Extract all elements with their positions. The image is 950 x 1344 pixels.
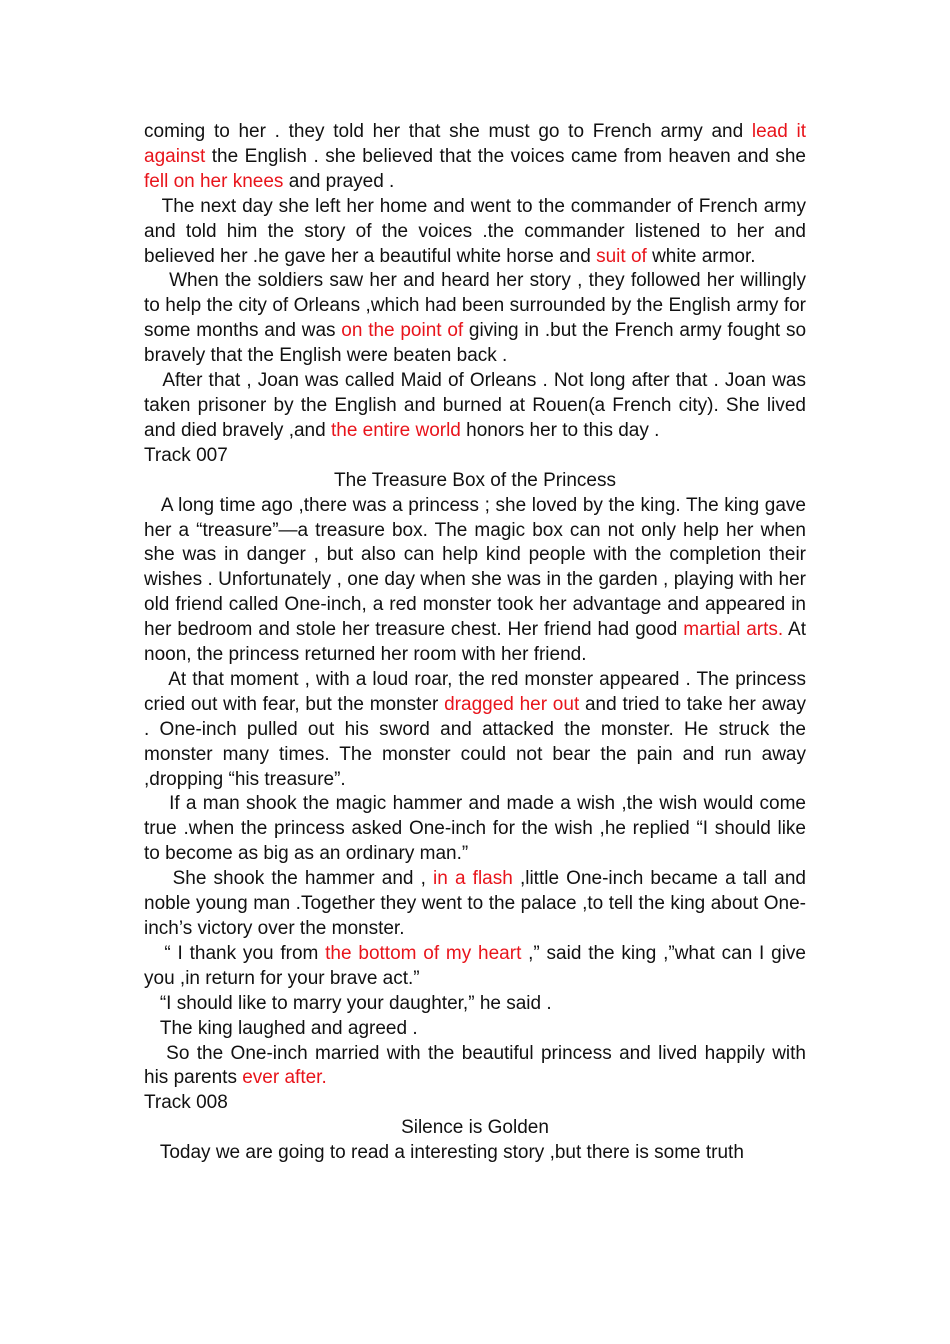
paragraph: At that moment , with a loud roar, the red monster appeared . The princess cried out with fear, but the monster dragged her out and tried to take her away . One-inch pulled out his sword and attacked the monster. He struck the monster many times. The monster could not bear the pain and run away ,dropping “his treasure”. — [144, 668, 812, 790]
paragraph: After that , Joan was called Maid of Orleans . Not long after that . Joan was taken prisoner by the English and burned at Rouen(a French city). She lived and died bravely ,and the entire world honors her to this day . — [144, 370, 812, 441]
paragraph: She shook the hammer and , in a flash ,little One-inch became a tall and noble young man .Together they went to the palace ,to tell the king about One-inch’s victory over the monster. — [144, 868, 812, 939]
paragraph: So the One-inch married with the beautiful princess and lived happily with his parents ever after. — [144, 1042, 812, 1089]
paragraph: coming to her . they told her that she must go to French army and lead it against the English . she believed that the voices came from heaven and she fell on her knees and prayed . — [144, 121, 806, 192]
paragraph: A long time ago ,there was a princess ; she loved by the king. The king gave her a “treasure”—a treasure box. The magic box can not only help her when she was in danger , but also can help kind people with the completion their wishes . Unfortunately , one day when she was in the garden , playing with her old friend called One-inch, a red monster took her advantage and appeared in her bedroom and stole her treasure chest. Her friend had good martial arts. At noon, the princess returned her room with her friend. — [144, 494, 812, 666]
track-label: Track 007 — [144, 444, 228, 466]
paragraph: Today we are going to read a interesting story ,but there is some truth — [144, 1142, 744, 1164]
track-label: Track 008 — [144, 1092, 228, 1114]
paragraph: The king laughed and agreed . — [144, 1017, 418, 1039]
paragraph: “I should like to marry your daughter,” he said . — [144, 992, 552, 1014]
paragraph: “ I thank you from the bottom of my heart ,” said the king ,”what can I give you ,in return for your brave act.” — [144, 942, 812, 989]
document-page — [144, 120, 812, 1166]
story-title: Silence is Golden — [401, 1117, 549, 1139]
paragraph: If a man shook the magic hammer and made a wish ,the wish would come true .when the princess asked One-inch for the wish ,he replied “I should like to become as big as an ordinary man.” — [144, 793, 812, 865]
paragraph: The next day she left her home and went to the commander of French army and told him the story of the voices .the commander listened to her and believed her .he gave her a beautiful white horse and suit of white armor. — [144, 195, 812, 267]
story-title: The Treasure Box of the Princess — [334, 469, 616, 491]
paragraph: When the soldiers saw her and heard her story , they followed her willingly to help the city of Orleans ,which had been surrounded by the English army for some months and was on the point of giving in .but the French army fought so bravely that the English were beaten back . — [144, 270, 812, 367]
